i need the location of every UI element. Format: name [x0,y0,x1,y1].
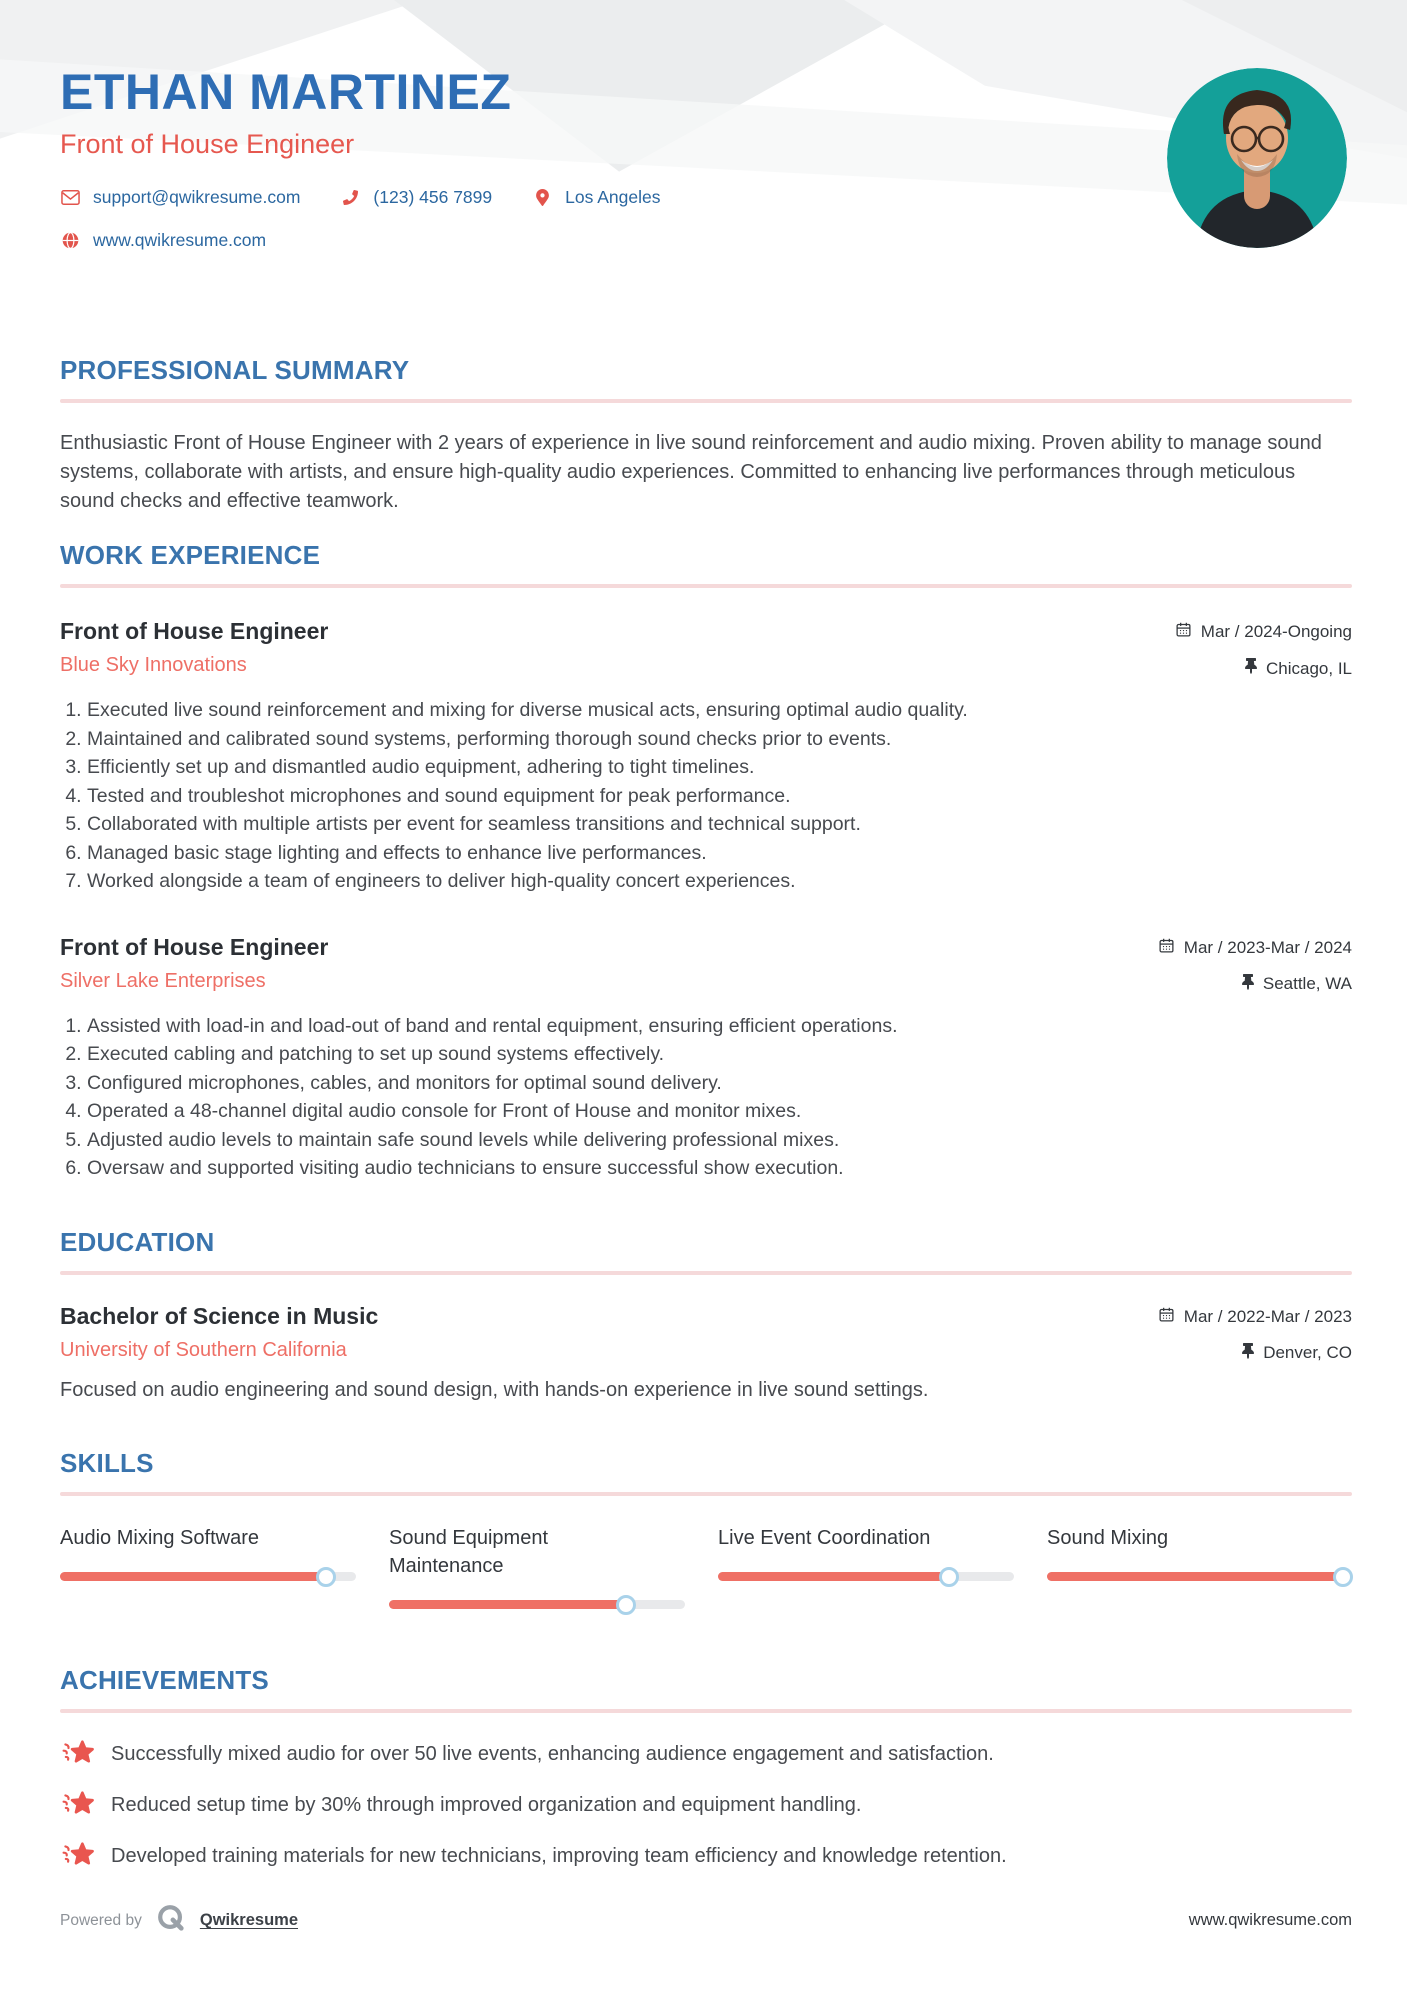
section-professional-summary [60,355,1352,516]
slider-fill [389,1600,626,1609]
qwikresume-logo-icon [156,1903,186,1938]
job-date: Mar / 2024-Ongoing [1200,622,1352,641]
slider-thumb[interactable] [316,1567,336,1587]
skill-label: Live Event Coordination [718,1526,931,1549]
education-heading: EDUCATION [60,1226,215,1257]
job-bullet: 6. Managed basic stage lighting and effects to enhance live performances. [87,839,1352,868]
globe-icon [60,232,80,249]
person-job-title: Front of House Engineer [60,129,355,159]
profile-photo [1167,68,1347,248]
job-company: Silver Lake Enterprises [60,969,266,992]
summary-text: Enthusiastic Front of House Engineer with 2 years of experience in live sound reinforcement and audio mixing. Proven ability to manage sound systems, collaborate with artists, and ensure high-quality audio experiences. Committed to enhancing live performances through meticulous sound checks and effective teamwork. [60,432,1322,512]
phone-icon [340,190,360,205]
skill-slider [1047,1567,1343,1587]
skill-label: Audio Mixing Software [60,1526,259,1549]
job-bullet: 3. Configured microphones, cables, and monitors for optimal sound delivery. [87,1069,1352,1098]
job-title: Front of House Engineer [60,618,329,644]
education-description: Focused on audio engineering and sound design, with hands-on experience in live sound settings. [60,1378,929,1401]
education-location: Denver, CO [1263,1343,1352,1362]
skill-item [1047,1524,1343,1615]
slider-fill [718,1572,949,1581]
job-date: Mar / 2023-Mar / 2024 [1183,937,1352,957]
star-icon [60,1841,94,1873]
job-location: Chicago, IL [1266,658,1352,678]
section-skills [60,1448,1352,1615]
section-divider [60,399,1352,403]
star-icon [60,1790,94,1822]
section-divider [60,1709,1352,1713]
job-bullet: 4. Operated a 48-channel digital audio console for Front of House and monitor mixes. [87,1097,1352,1126]
slider-fill [60,1572,326,1581]
skills-heading: SKILLS [60,1447,154,1478]
achievement-text: Reduced setup time by 30% through improved organization and equipment handling. [111,1794,862,1816]
job-bullet: 4. Tested and troubleshot microphones and sound equipment for peak performance. [87,782,1352,811]
job-bullet: 2. Executed cabling and patching to set up sound systems effectively. [87,1040,1352,1069]
job-bullet: 6. Oversaw and supported visiting audio technicians to ensure successful show execution. [87,1154,1352,1183]
pushpin-icon [1242,1343,1254,1364]
job-bullet: 5. Adjusted audio levels to maintain safe sound levels while delivering professional mixes. [87,1126,1352,1155]
slider-track [60,1572,356,1581]
education-date: Mar / 2022-Mar / 2023 [1183,1306,1352,1326]
job-company: Blue Sky Innovations [60,654,247,676]
slider-fill [1047,1572,1343,1581]
summary-heading: PROFESSIONAL SUMMARY [60,355,410,385]
website-text: www.qwikresume.com [93,229,267,250]
contact-email[interactable] [60,187,300,208]
skill-item [718,1524,1014,1615]
job-bullet: 3. Efficiently set up and dismantled audio equipment, adhering to tight timelines. [87,753,1352,782]
slider-thumb[interactable] [616,1595,636,1615]
achievements-list [60,1739,1352,1873]
slider-thumb[interactable] [939,1567,959,1587]
skill-slider [60,1567,356,1587]
skill-slider [718,1567,1014,1587]
job-title: Front of House Engineer [60,933,329,960]
achievement-item [60,1841,1352,1873]
page-footer [0,1903,1407,1990]
email-text: support@qwikresume.com [93,186,301,207]
contact-info [60,184,1352,253]
job-bullet: 5. Collaborated with multiple artists per event for seamless transitions and technical support. [87,810,1352,839]
achievement-text: Developed training materials for new technicians, improving team efficiency and knowledge retention. [111,1845,1007,1867]
resume-body [0,330,1407,1903]
job-bullet: 7. Worked alongside a team of engineers to deliver high-quality concert experiences. [87,867,1352,896]
job-bullet-list [60,1012,1352,1183]
achievement-item [60,1739,1352,1771]
skill-slider [389,1595,685,1615]
qwikresume-link[interactable]: Qwikresume [199,1911,298,1929]
achievement-item [60,1790,1352,1822]
job-bullet: 1. Assisted with load-in and load-out of band and rental equipment, ensuring efficient operations. [87,1012,1352,1041]
star-icon [60,1739,94,1771]
job-bullet-list [60,696,1352,896]
section-work-experience [60,540,1352,1183]
degree-title: Bachelor of Science in Music [60,1302,379,1329]
calendar-icon [1158,1306,1175,1328]
location-text: Los Angeles [565,186,661,207]
section-achievements [60,1665,1352,1873]
section-divider [60,1492,1352,1496]
job-entry [60,618,1352,896]
section-divider [60,584,1352,588]
location-pin-icon [532,189,552,206]
contact-phone[interactable] [340,187,492,208]
experience-heading: WORK EXPERIENCE [60,540,321,570]
person-name: ETHAN MARTINEZ [60,64,512,120]
section-education [60,1227,1352,1402]
powered-by-label: Powered by [60,1911,142,1929]
footer-website: www.qwikresume.com [1188,1911,1352,1929]
calendar-icon [1158,937,1175,959]
section-divider [60,1271,1352,1275]
pushpin-icon [1242,974,1254,995]
skill-item [60,1524,356,1615]
pushpin-icon [1245,658,1257,679]
skills-grid [60,1524,1352,1615]
contact-location [532,187,660,208]
school-name: University of Southern California [60,1338,347,1361]
slider-track [718,1572,1014,1581]
achievements-heading: ACHIEVEMENTS [60,1664,269,1695]
slider-thumb[interactable] [1333,1567,1353,1587]
job-bullet: 2. Maintained and calibrated sound systems, performing thorough sound checks prior to events. [87,725,1352,754]
skill-item [389,1524,685,1615]
calendar-icon [1175,621,1192,643]
phone-text: (123) 456 7899 [373,186,493,207]
skill-label: Sound Mixing [1047,1526,1169,1549]
contact-website[interactable] [60,230,266,251]
job-entry [60,934,1352,1183]
resume-header [0,0,1407,330]
slider-track [1047,1572,1343,1581]
job-bullet: 1. Executed live sound reinforcement and mixing for diverse musical acts, ensuring optimal audio quality. [87,696,1352,725]
job-location: Seattle, WA [1262,974,1352,993]
slider-track [389,1600,685,1609]
email-icon [60,189,80,206]
skill-label: Sound Equipment Maintenance [389,1526,549,1577]
education-entry [60,1303,1352,1402]
achievement-text: Successfully mixed audio for over 50 live events, enhancing audience engagement and satisfaction. [111,1743,994,1765]
